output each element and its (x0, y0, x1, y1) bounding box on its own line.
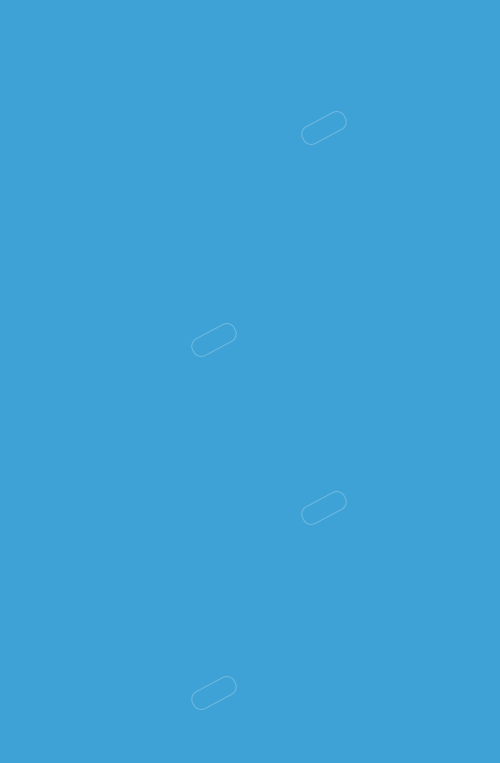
watermark-logo (188, 673, 240, 713)
watermark-logo (298, 488, 350, 528)
watermark-logo (188, 320, 240, 360)
watermark-logo (298, 108, 350, 148)
